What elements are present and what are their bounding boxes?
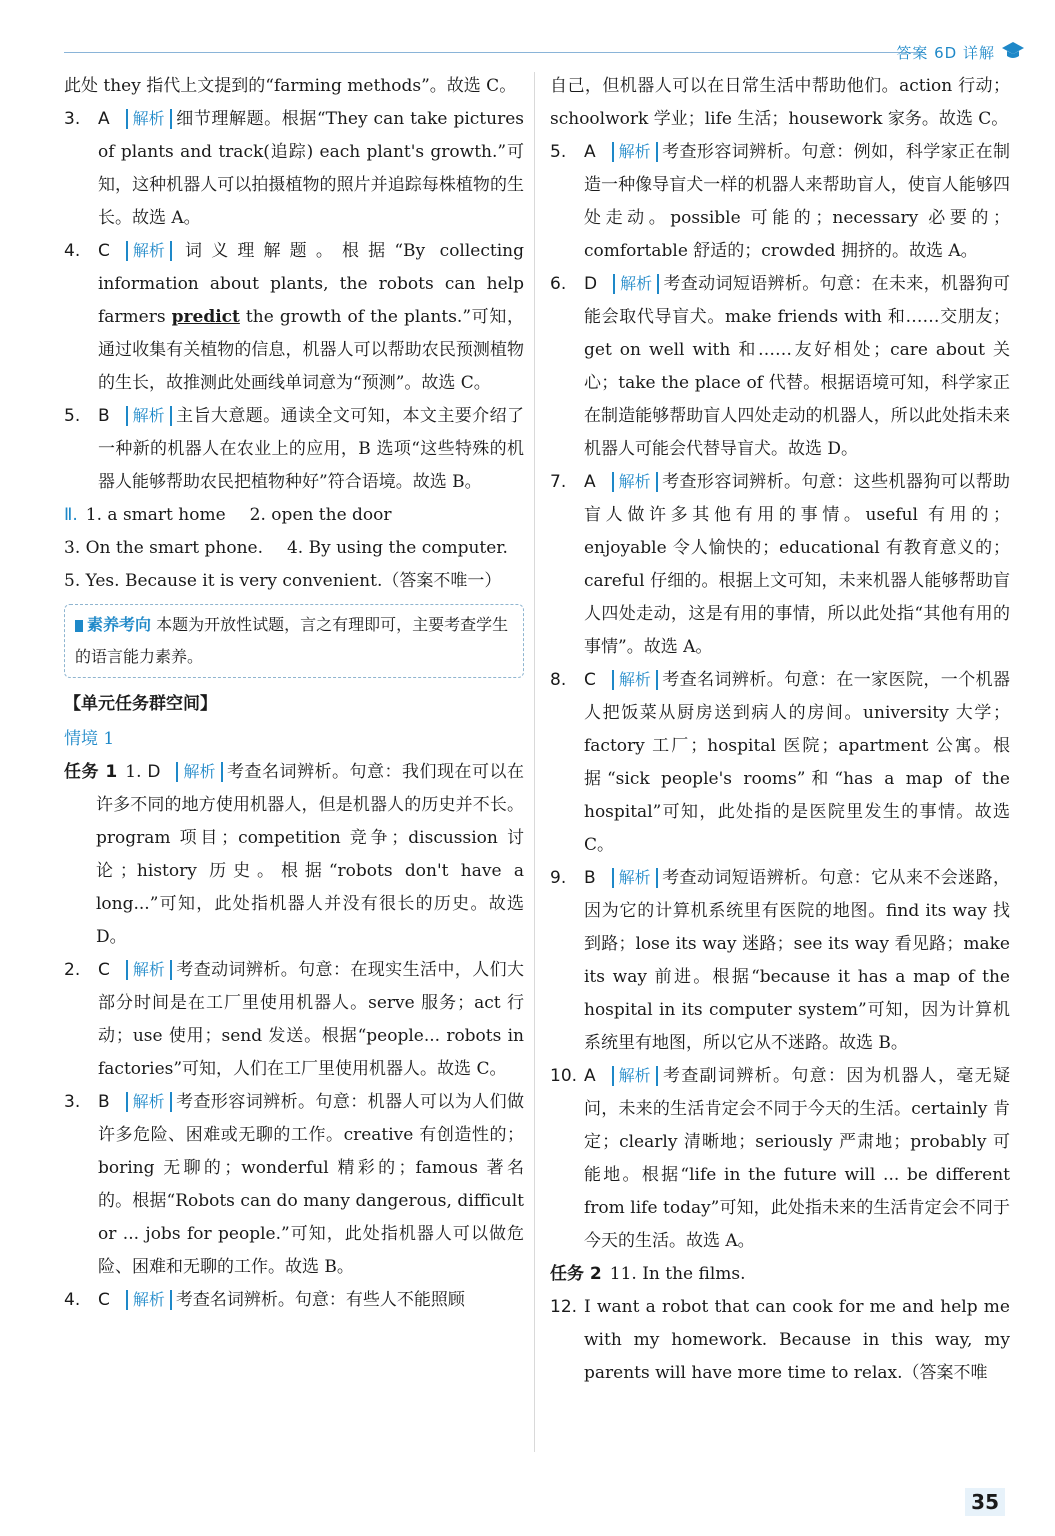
column-divider xyxy=(534,72,535,1452)
task1-item-4: 4. C 解析 考查名词辨析。句意：有些人不能照顾 xyxy=(64,1290,465,1310)
task1-item-1: 任务 1 1. D 解析 考查名词辨析。句意：我们现在可以在许多不同的地方使用机器人，但是机器人的历史并不长。program 项目；competition 竞争；discussion 讨论；history 历史。根据“robots don't have a long...”可知，此处指机器人并没有很长的历史。故选 D。 xyxy=(64,762,524,947)
analysis-tag: 解析 xyxy=(612,868,658,888)
literacy-note-box: 素养考向 本题为开放性试题，言之有理即可，主要考查学生的语言能力素养。 xyxy=(64,604,524,678)
part2-line-3: 5. Yes. Because it is very convenient.（答案不唯一） xyxy=(64,571,502,591)
task1-item-10: 10. A 解析 考查副词辨析。句意：因为机器人，毫无疑问，未来的生活肯定会不同于今天的生活。certainly 肯定；clearly 清晰地；seriously 严肃地；probably 可能地。根据“life in the future will ... be different from life today”可知，此处指未来的生活肯定会不同于今天的生活。故选 A。 xyxy=(550,1066,1010,1251)
analysis-tag: 解析 xyxy=(126,241,172,261)
analysis-tag: 解析 xyxy=(612,142,658,162)
analysis-tag: 解析 xyxy=(126,406,172,426)
bullet-icon xyxy=(75,620,83,632)
scene-label: 情境 1 xyxy=(64,729,115,749)
page-number: 35 xyxy=(965,1488,1005,1516)
analysis-tag: 解析 xyxy=(612,472,658,492)
task1-item-9: 9. B 解析 考查动词短语辨析。句意：它从来不会迷路，因为它的计算机系统里有医院的地图。find its way 找到路；lose its way 迷路；see its way 看见路；make its way 前进。根据“because it has a map of the hospital in its computer system”可知，因为计算机系统里有地图，所以它从不迷路。故选 B。 xyxy=(550,868,1010,1053)
analysis-tag: 解析 xyxy=(613,274,659,294)
graduation-cap-icon xyxy=(1001,40,1025,62)
task2-item-11: 任务 2 11. In the films. xyxy=(550,1264,746,1284)
underlined-word: predict xyxy=(171,307,240,327)
answer-item-3: 3. A 解析 细节理解题。根据“They can take pictures of plants and track(追踪) each plant's growth.”可知，这种机器人可以拍摄植物的照片并追踪每株植物的生长。故选 A。 xyxy=(64,109,524,228)
continuation-text: 自己，但机器人可以在日常生活中帮助他们。action 行动；schoolwork 学业；life 生活；housework 家务。故选 C。 xyxy=(550,76,1010,129)
task1-item-5: 5. A 解析 考查形容词辨析。句意：例如，科学家正在制造一种像导盲犬一样的机器人来帮助盲人，使盲人能够四处走动。possible 可能的；necessary 必要的；comfortable 舒适的；crowded 拥挤的。故选 A。 xyxy=(550,142,1010,261)
analysis-tag: 解析 xyxy=(612,670,658,690)
analysis-tag: 解析 xyxy=(126,1290,172,1310)
analysis-tag: 解析 xyxy=(126,109,172,129)
part2-line-1: Ⅱ. 1. a smart home 2. open the door xyxy=(64,505,392,525)
task1-item-6: 6. D 解析 考查动词短语辨析。句意：在未来，机器狗可能会取代导盲犬。make friends with 和……交朋友；get on well with 和……友好相处；care about 关心；take the place of 代替。根据语境可知，科学家正在制造能够帮助盲人四处走动的机器人，所以此处指未来机器人可能会代替导盲犬。故选 D。 xyxy=(550,274,1010,459)
task2-item-12: 12. I want a robot that can cook for me and help me with my homework. Because in this way, my parents will have more time to relax.（答案不唯 xyxy=(550,1297,1010,1383)
task1-item-2: 2. C 解析 考查动词辨析。句意：在现实生活中，人们大部分时间是在工厂里使用机器人。serve 服务；act 行动；use 使用；send 发送。根据“people... robots in factories”可知，人们在工厂里使用机器人。故选 C。 xyxy=(64,960,524,1079)
continuation-text: 此处 they 指代上文提到的“farming methods”。故选 C。 xyxy=(64,76,517,96)
answer-item-5: 5. B 解析 主旨大意题。通读全文可知，本文主要介绍了一种新的机器人在农业上的应用，B 选项“这些特殊的机器人能够帮助农民把植物种好”符合语境。故选 B。 xyxy=(64,406,524,492)
left-column xyxy=(64,70,524,1317)
analysis-tag: 解析 xyxy=(176,762,222,782)
task1-item-8: 8. C 解析 考查名词辨析。句意：在一家医院，一个机器人把饭菜从厨房送到病人的房间。university 大学；factory 工厂；hospital 医院；apartment 公寓。根据“sick people's rooms”和“has a map of the hospital”可知，此处指的是医院里发生的事情。故选 C。 xyxy=(550,670,1010,855)
analysis-tag: 解析 xyxy=(612,1066,658,1086)
header-brand: 答案 6D 详解 xyxy=(896,44,995,62)
right-column xyxy=(550,70,1010,1390)
analysis-tag: 解析 xyxy=(126,960,172,980)
part2-line-2: 3. On the smart phone. 4. By using the computer. xyxy=(64,538,508,558)
section-heading: 【单元任务群空间】 xyxy=(64,694,217,714)
analysis-tag: 解析 xyxy=(126,1092,172,1112)
task1-item-3: 3. B 解析 考查形容词辨析。句意：机器人可以为人们做许多危险、困难或无聊的工作。creative 有创造性的；boring 无聊的；wonderful 精彩的；famous 著名的。根据“Robots can do many dangerous, difficult or ... jobs for people.”可知，此处指机器人可以做危险、困难和无聊的工作。故选 B。 xyxy=(64,1092,524,1277)
header-rule xyxy=(64,52,925,53)
answer-item-4: 4. C 解析 词义理解题。根据“By collecting information about plants, the robots can help farmers predict the growth of the plants.”可知，通过收集有关植物的信息，机器人可以帮助农民预测植物的生长，故推测此处画线单词意为“预测”。故选 C。 xyxy=(64,241,524,393)
task1-item-7: 7. A 解析 考查形容词辨析。句意：这些机器狗可以帮助盲人做许多其他有用的事情。useful 有用的；enjoyable 令人愉快的；educational 有教育意义的；careful 仔细的。根据上文可知，未来机器人能够帮助盲人四处走动，这是有用的事情，所以此处指“其他有用的事情”。故选 A。 xyxy=(550,472,1010,657)
